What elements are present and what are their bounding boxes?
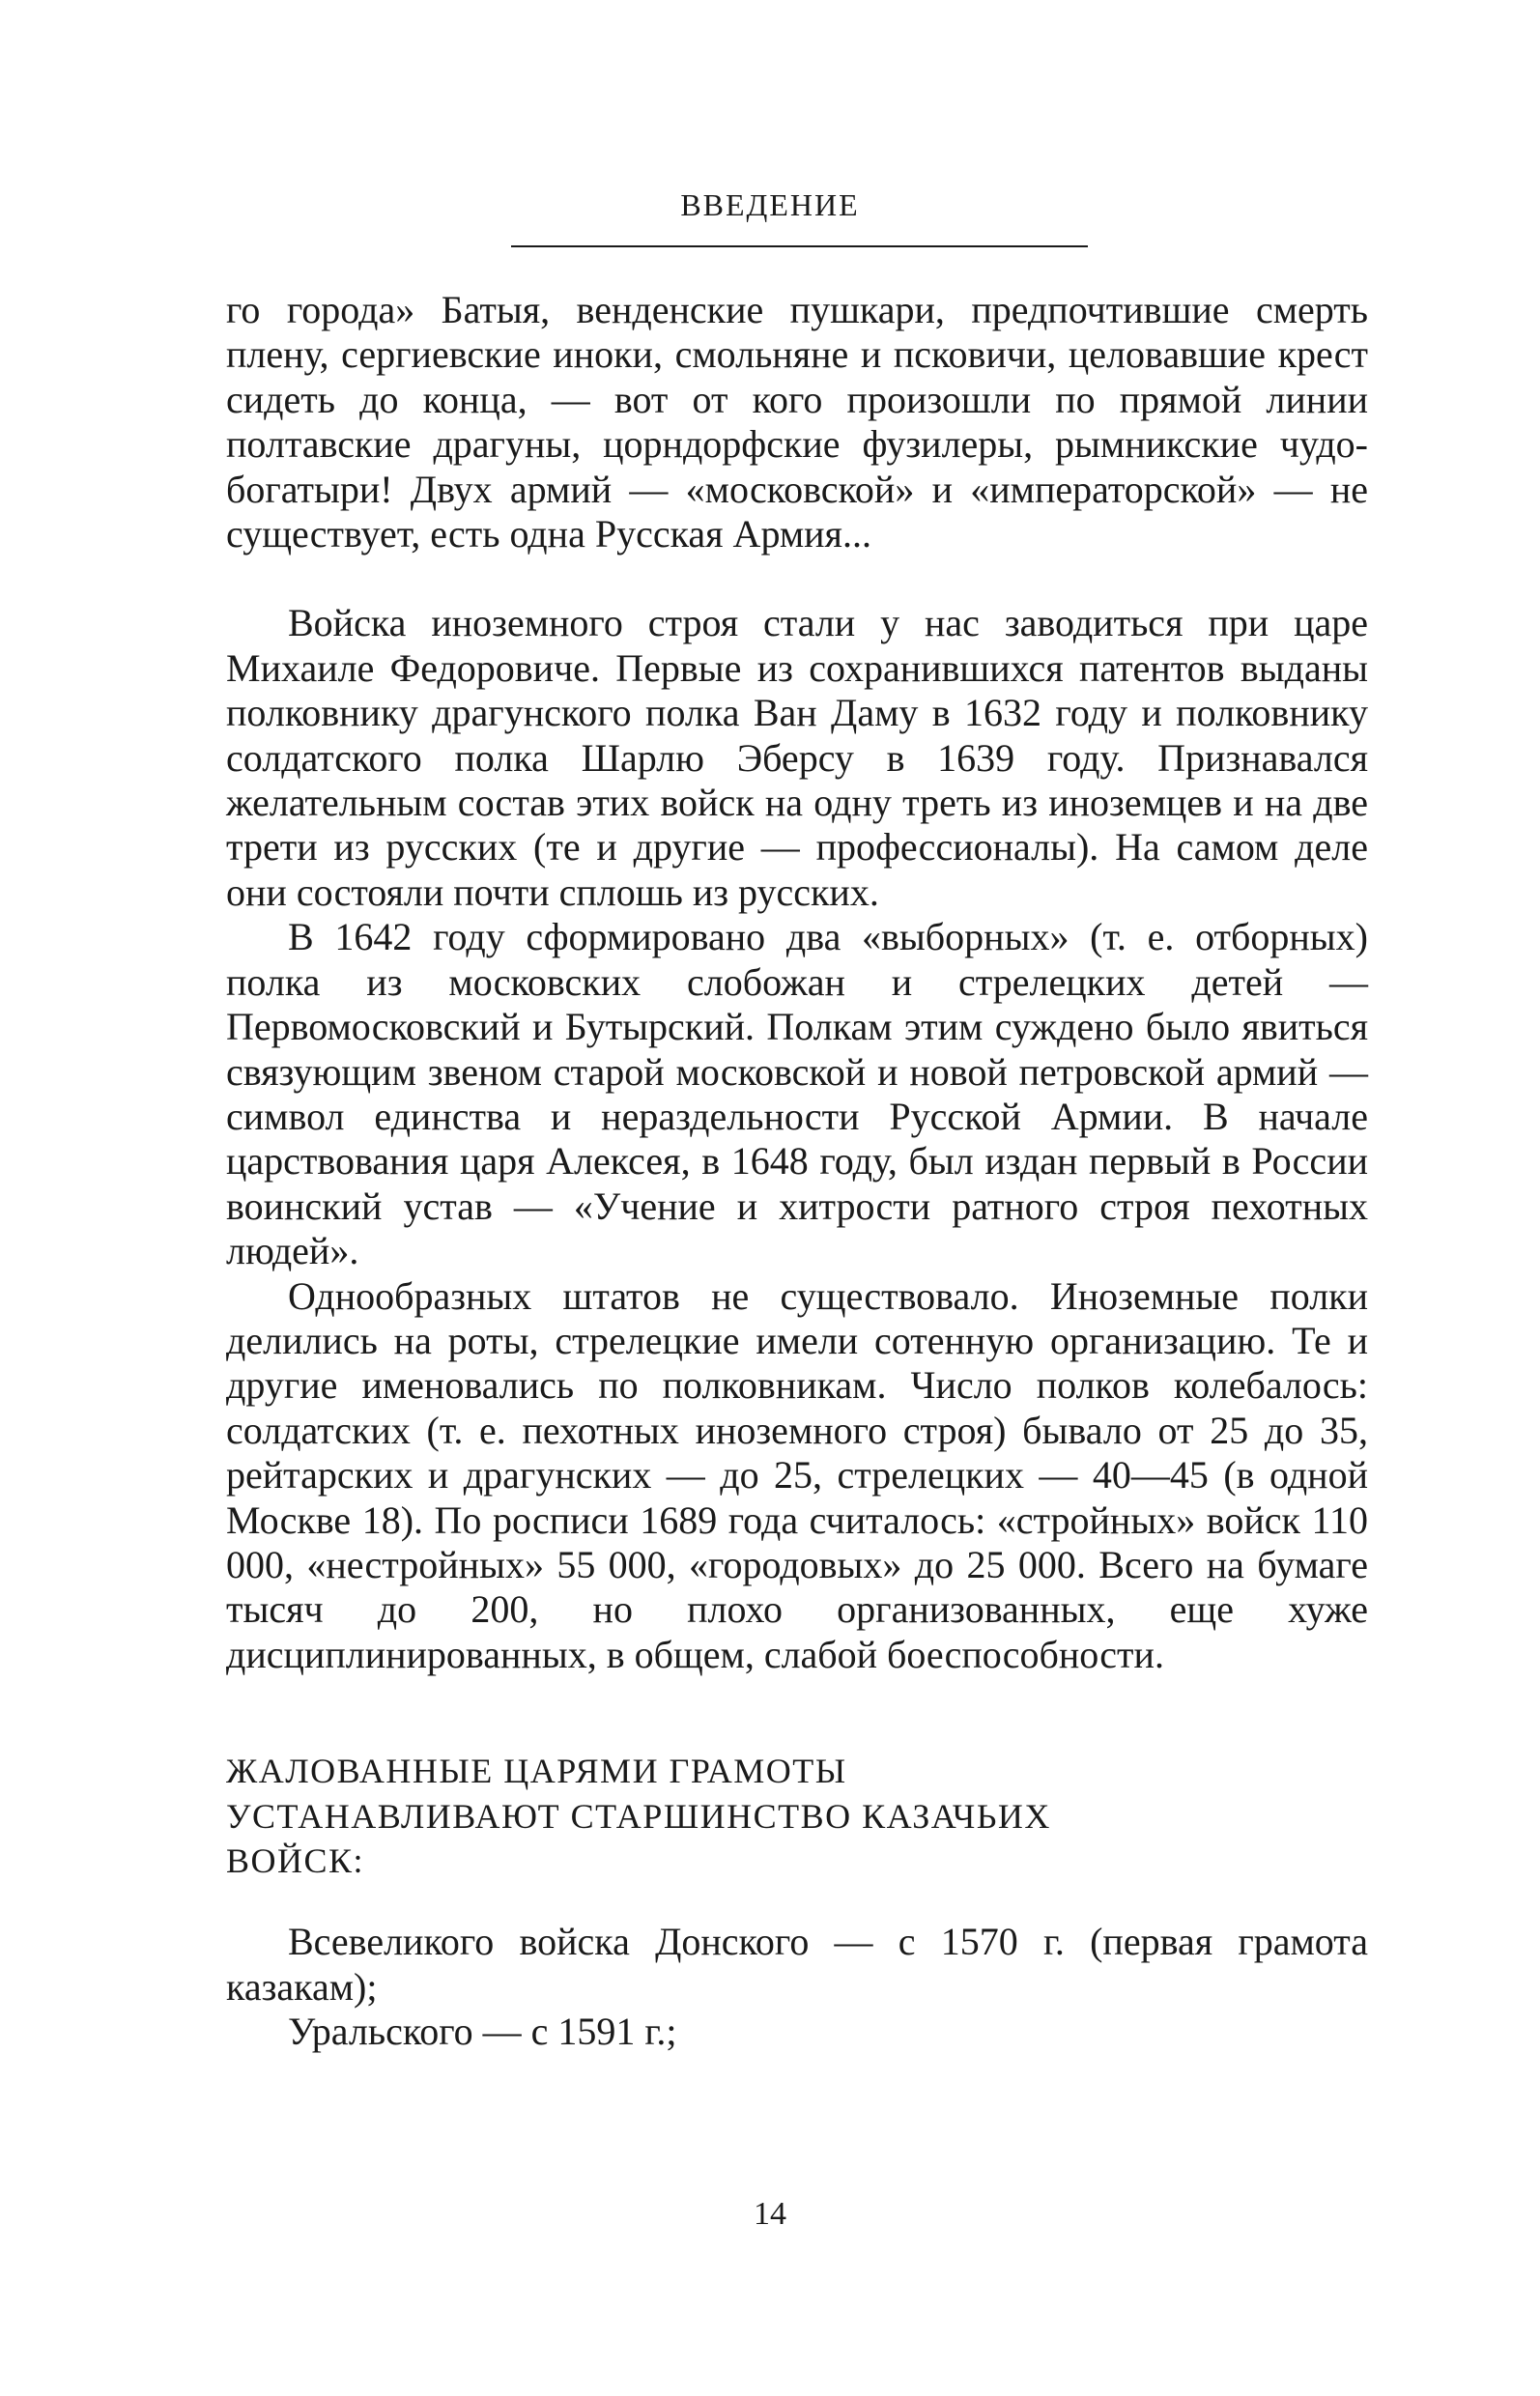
paragraph-continued: го города» Батыя, венденские пушкари, предпочтившие смерть плену, сергиевские иноки, смольняне и псковичи, целовавшие крест сидеть до конца, — вот от кого произошли по прямой линии полтавские драгуны, цорндорфские фузилеры, рымникские чудо-богатыри! Двух армий — «московской» и «императорской» — не существует, есть одна Русская Армия... — [226, 288, 1368, 556]
main-text — [226, 288, 1368, 2055]
section-gap — [226, 1883, 1368, 1920]
paragraph-staffing: Однообразных штатов не существовало. Иноземные полки делились на роты, стрелецкие имели сотенную организацию. Те и другие именовались по полковникам. Число полков колебалось: солдатских (т. е. пехотных иноземного строя) бывало от 25 до 35, рейтарских и драгунских — до 25, стрелецких — 40—45 (в одной Москве 18). По росписи 1689 года считалось: «стройных» войск 110 000, «нестройных» 55 000, «городовых» до 25 000. Всего на бумаге тысяч до 200, но плохо организованных, еще хуже дисциплинированных, в общем, слабой боеспособности. — [226, 1273, 1368, 1676]
section-heading-line-2: УСТАНАВЛИВАЮТ СТАРШИНСТВО КАЗАЧЬИХ — [226, 1796, 1051, 1836]
paragraph-foreign-troops: Войска иноземного строя стали у нас заводиться при царе Михаиле Федоровиче. Первые из сохранившихся патентов выданы полковнику драгунского полка Ван Даму в 1632 году и полковнику солдатского полка Шарлю Эберсу в 1639 году. Признавался желательным состав этих войск на одну треть из иноземцев и на две трети из русских (те и другие — профессионалы). На самом деле они состояли почти сплошь из русских. — [226, 601, 1368, 914]
list-item-ural: Уральского — с 1591 г.; — [288, 2010, 677, 2054]
section-heading — [226, 1749, 1368, 1883]
running-head: ВВЕДЕНИЕ — [680, 187, 860, 222]
paragraph-gap — [226, 556, 1368, 601]
section-gap — [226, 1677, 1368, 1749]
section-heading-line-1: ЖАЛОВАННЫЕ ЦАРЯМИ ГРАМОТЫ — [226, 1752, 847, 1791]
running-head-rule — [511, 245, 1088, 247]
section-heading-line-3: ВОЙСК: — [226, 1841, 365, 1880]
list-item-don: Всевеликого войска Донского — с 1570 г. (первая грамота казакам); — [226, 1920, 1368, 2009]
page-number: 14 — [754, 2196, 786, 2232]
paragraph-1642-regiments: В 1642 году сформировано два «выборных» (т. е. отборных) полка из московских слобожан и стрелецких детей — Первомосковский и Бутырский. Полкам этим суждено было явиться связующим звеном старой московской и новой петровской армий — символ единства и нераздельности Русской Армии. В начале царствования царя Алексея, в 1648 году, был издан первый в России воинский устав — «Учение и хитрости ратного строя пехотных людей». — [226, 915, 1368, 1273]
